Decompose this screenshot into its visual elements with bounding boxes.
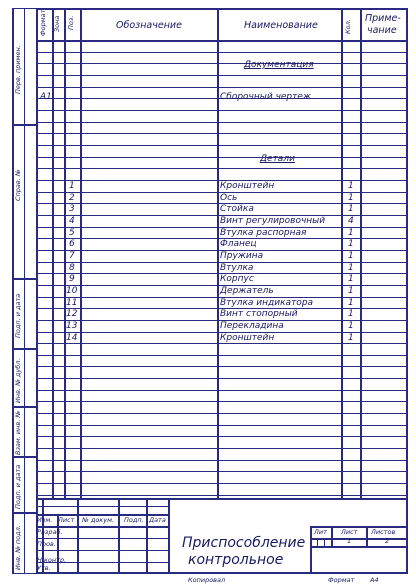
- tb-v-lit: [310, 526, 312, 574]
- item-qty: 1: [348, 251, 354, 261]
- item-name: Корпус: [220, 274, 254, 284]
- header-pos: Поз.: [67, 15, 75, 30]
- item-qty: 1: [348, 309, 354, 319]
- item-name: Втулка распорная: [220, 228, 307, 238]
- table-row-line: [36, 52, 408, 53]
- tb-h-4: [36, 538, 168, 539]
- table-row-line: [36, 63, 408, 64]
- footer-format-label: Формат: [328, 576, 355, 584]
- tb-lit: Лит: [314, 528, 327, 536]
- item-pos: 14: [66, 333, 78, 343]
- item-name: Ось: [220, 193, 238, 203]
- item-name: Кронштейн: [220, 181, 275, 191]
- tb-data: Дата: [149, 516, 166, 524]
- tb-v-listov: [366, 526, 368, 546]
- footer-kopiroval: Копировал: [188, 576, 226, 584]
- sidebar-top: [12, 8, 36, 9]
- item-name: Держатель: [220, 286, 274, 296]
- table-row-line: [36, 401, 408, 402]
- table-row-line: [36, 448, 408, 449]
- item-qty: 1: [348, 181, 354, 191]
- table-row-line: [36, 366, 408, 367]
- header-note-1: Приме-: [365, 13, 401, 24]
- header-note-2: чание: [367, 25, 397, 36]
- item-qty: 4: [348, 216, 354, 226]
- sidebar-div-3: [12, 348, 36, 350]
- item-qty: 1: [348, 263, 354, 273]
- table-row-line: [36, 75, 408, 76]
- table-row-line: [36, 471, 408, 472]
- item-name: Втулка индикатора: [220, 298, 314, 308]
- sidebar-div-5: [12, 456, 36, 458]
- sidebar-div-1: [12, 124, 36, 126]
- item-qty: 1: [348, 274, 354, 284]
- tb-podp: Подп.: [124, 516, 144, 524]
- item-qty: 1: [348, 193, 354, 203]
- tb-h-1: [36, 506, 168, 507]
- tb-ndokum: № докум.: [82, 516, 115, 524]
- tb-title-2: контрольное: [188, 552, 284, 568]
- tb-v-title: [168, 498, 170, 574]
- table-row-line: [36, 168, 408, 169]
- tb-prov: Пров.: [37, 540, 56, 548]
- item-pos: 7: [69, 251, 75, 261]
- item-qty: 1: [348, 286, 354, 296]
- item-pos: 3: [69, 204, 75, 214]
- table-row-line: [36, 110, 408, 111]
- header-format: Формат: [39, 9, 47, 36]
- tb-izm: Изм.: [37, 516, 53, 524]
- sidebar-bottom: [12, 573, 36, 574]
- title-block-top: [36, 498, 408, 500]
- item-name: Стойка: [220, 204, 254, 214]
- table-row-line: [36, 483, 408, 484]
- tb-h-lit-mid: [310, 538, 408, 540]
- tb-nkontr: Н.контр.: [37, 556, 67, 564]
- item-pos: 2: [69, 193, 75, 203]
- sidebar-podp-data-1: Подп. и дата: [14, 293, 22, 338]
- table-row-line: [36, 343, 408, 344]
- item-name: Пружина: [220, 251, 264, 261]
- tb-title-1: Приспособление: [182, 535, 306, 551]
- item-qty: 1: [348, 321, 354, 331]
- tb-h-5: [36, 550, 168, 551]
- item-qty: 1: [348, 333, 354, 343]
- sidebar-div-4: [12, 406, 36, 408]
- table-row-line: [36, 355, 408, 356]
- table-row-line: [36, 495, 408, 496]
- item-pos: 12: [66, 309, 78, 319]
- header-designation: Обозначение: [116, 20, 182, 31]
- item-qty: 1: [348, 298, 354, 308]
- item-pos: 4: [69, 216, 75, 226]
- item-pos: 5: [69, 228, 75, 238]
- item-qty: 1: [348, 239, 354, 249]
- item-pos: 10: [66, 286, 78, 296]
- table-row-line: [36, 413, 408, 414]
- sidebar-sprav: Справ. №: [14, 169, 22, 201]
- tb-list-label: Лист: [341, 528, 358, 536]
- item-pos: 6: [69, 239, 75, 249]
- assembly-drawing: Сборочный чертеж: [220, 92, 312, 102]
- sidebar-inv-dubl: Инв. № дубл.: [14, 358, 22, 403]
- table-row-line: [36, 436, 408, 437]
- section-documentation: Документация: [244, 60, 314, 70]
- header-qty: Кол.: [344, 19, 352, 34]
- sidebar-podp-data-2: Подп. и дата: [14, 464, 22, 509]
- table-row-line: [36, 425, 408, 426]
- tb-list: Лист: [58, 516, 75, 524]
- header-name: Наименование: [244, 20, 318, 31]
- tb-listov-label: Листов: [371, 528, 396, 536]
- item-name: Винт регулировочный: [220, 216, 326, 226]
- item-pos: 13: [66, 321, 78, 331]
- tb-razrab: Разраб.: [37, 528, 63, 536]
- item-name: Винт стопорный: [220, 309, 298, 319]
- sidebar-inv-podl: Инв. № подл.: [14, 525, 22, 570]
- assembly-format: А1: [40, 92, 52, 102]
- item-name: Перекладина: [220, 321, 284, 331]
- item-name: Фланец: [220, 239, 257, 249]
- tb-list-value: 1: [347, 537, 352, 545]
- sidebar-inner-line: [24, 8, 25, 574]
- table-row-line: [36, 390, 408, 391]
- header-zone: Зона: [53, 15, 61, 32]
- tb-listov-value: 2: [385, 537, 390, 545]
- header-divider: [36, 40, 408, 42]
- table-row-line: [36, 145, 408, 146]
- item-qty: 1: [348, 204, 354, 214]
- table-row-line: [36, 133, 408, 134]
- table-row-line: [36, 87, 408, 88]
- sidebar-div-2: [12, 278, 36, 280]
- table-row-line: [36, 460, 408, 461]
- item-pos: 11: [66, 298, 78, 308]
- item-qty: 1: [348, 228, 354, 238]
- sidebar-div-6: [12, 512, 36, 514]
- sidebar-vzam-inv: Взам. инв. №: [14, 410, 22, 455]
- table-row-line: [36, 378, 408, 379]
- tb-h-lit-bot: [310, 546, 408, 548]
- item-name: Кронштейн: [220, 333, 275, 343]
- item-pos: 1: [69, 181, 75, 191]
- table-row-line: [36, 122, 408, 123]
- item-name: Втулка: [220, 263, 254, 273]
- tb-utv: Утв.: [37, 564, 51, 572]
- section-details: Детали: [260, 154, 295, 164]
- item-pos: 8: [69, 263, 75, 273]
- tb-v-list-val: [331, 526, 333, 546]
- footer-format-value: А4: [370, 576, 379, 584]
- item-pos: 9: [69, 274, 75, 284]
- sidebar-perv-primen: Перв. примен.: [14, 45, 22, 94]
- table-row-line: [36, 157, 408, 158]
